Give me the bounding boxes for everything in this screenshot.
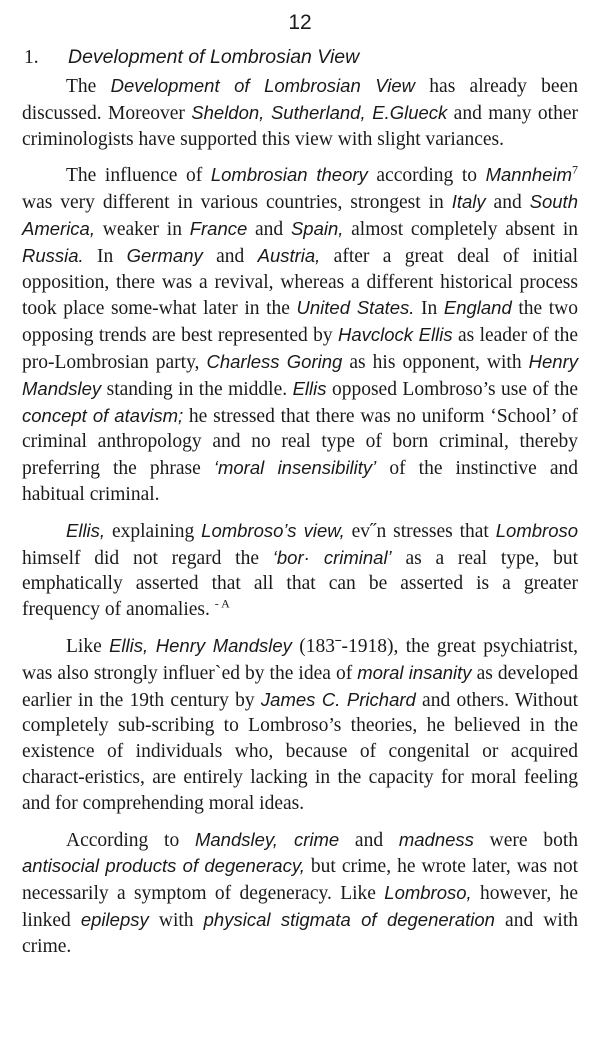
italic-phrase: moral insanity	[357, 661, 472, 683]
text-run: after a great deal of initial opposition, there was a revival, whereas a different historical process took place some-what later in the	[22, 245, 579, 320]
text-run: of the instinctive and habitual criminal.	[22, 458, 578, 505]
italic-phrase: Austria,	[257, 244, 321, 266]
footnote-marker: 7	[572, 162, 578, 177]
text-run: as developed earlier in the 19th century by	[22, 662, 578, 711]
text-run: almost completely absent in	[343, 218, 579, 240]
italic-phrase: Mandsley, crime	[194, 828, 340, 850]
text-run: The influence of	[66, 165, 211, 187]
italic-phrase: Germany	[126, 244, 203, 266]
text-run: were both	[473, 829, 578, 851]
text-run: In	[414, 298, 444, 320]
italic-phrase: United States.	[296, 297, 415, 319]
text-run: and	[339, 829, 399, 851]
italic-phrase: France	[189, 217, 248, 239]
text-run: ev˝n stresses that	[344, 520, 496, 542]
section-title: Development of Lombrosian View	[68, 46, 360, 68]
text-run: In	[83, 245, 127, 267]
text-run: as his opponent, with	[342, 351, 529, 373]
italic-phrase: England	[443, 297, 512, 319]
footnote-marker: - A	[214, 596, 230, 611]
text-run: standing in the middle.	[101, 378, 293, 400]
text-run: explaining	[105, 520, 202, 542]
body-text	[22, 73, 578, 970]
italic-phrase: madness	[398, 828, 474, 850]
text-run: and	[247, 218, 291, 240]
text-run: he stressed that there was no uniform ‘School’ of criminal anthropology and no real type of born criminal, thereby preferring the phrase	[22, 405, 578, 480]
text-run: was very different in various countries, strongest in	[22, 192, 452, 214]
text-run: Like	[66, 635, 110, 657]
text-run: according to	[367, 165, 486, 187]
section-number: 1.	[24, 47, 39, 68]
italic-phrase: Ellis, Henry Mandsley	[109, 634, 292, 656]
text-run: and many other criminologists have supported this view with slight variances.	[22, 102, 578, 150]
italic-phrase: Havclock Ellis	[337, 324, 453, 346]
italic-phrase: Ellis,	[66, 519, 106, 541]
italic-phrase: Henry Mandsley	[22, 350, 578, 399]
text-run: weaker in	[95, 218, 190, 240]
text-run: but crime, he wrote later, was not necessarily a symptom of degeneracy. Like	[22, 856, 578, 905]
italic-phrase: physical stigmata of degeneration	[203, 908, 495, 930]
text-run: and	[485, 192, 530, 214]
italic-phrase: concept of atavism;	[22, 404, 184, 426]
italic-phrase: Lombroso’s view,	[201, 519, 345, 541]
paragraph	[22, 827, 578, 960]
italic-phrase: Charless Goring	[206, 350, 343, 372]
italic-phrase: ‘moral insensibility’	[213, 457, 377, 479]
paragraph	[22, 162, 578, 507]
text-run: as a real type, but emphatically asserted that all that can be asserted is a greater frequency of anomalies.	[22, 547, 578, 621]
italic-phrase: James C. Prichard	[260, 688, 416, 710]
italic-phrase: Italy	[451, 191, 486, 213]
paragraph	[22, 73, 578, 152]
italic-phrase: epilepsy	[80, 908, 149, 930]
text-run: however, he linked	[22, 883, 579, 931]
italic-phrase: Ellis	[292, 377, 327, 399]
text-run: (183ˉ-1918), the great psychiatrist, was also strongly influerˋed by the idea of	[22, 635, 579, 684]
italic-phrase: antisocial products of degeneracy,	[22, 855, 305, 877]
text-run: himself did not regard the	[22, 547, 273, 569]
italic-phrase: Mannheim	[485, 164, 572, 186]
text-run: According to	[66, 829, 195, 851]
text-run: opposed Lombroso’s use of the	[326, 378, 578, 400]
italic-phrase: ‘bor· criminal’	[272, 546, 392, 568]
italic-phrase: Lombroso,	[384, 882, 472, 904]
italic-phrase: South America,	[22, 191, 578, 239]
italic-phrase: Russia.	[22, 244, 84, 266]
italic-phrase: Spain,	[290, 217, 344, 239]
text-run: the two opposing trends are best represented by	[22, 298, 579, 347]
paragraph	[22, 633, 578, 817]
text-run: with	[148, 909, 204, 931]
italic-phrase: Lombrosian theory	[210, 164, 368, 186]
text-run: as leader of the pro-Lombrosian party,	[22, 325, 578, 373]
text-run: The	[66, 76, 111, 97]
text-run: and others. Without completely sub-scribing to Lombroso’s theories, he believed in the existence of individuals who, because of congenital or acquired charact-eristics, are entirely lacking in the capacity for moral feeling and for comprehending moral ideas.	[22, 689, 579, 814]
text-run: has already been discussed. Moreover	[22, 76, 578, 124]
section-heading	[24, 44, 578, 71]
text-run: and with crime.	[22, 909, 578, 957]
page-number: 12	[288, 11, 312, 34]
text-run: and	[202, 245, 258, 267]
italic-phrase: Development of Lombrosian View	[110, 75, 416, 96]
italic-phrase: Lombroso	[495, 519, 579, 541]
paragraph	[22, 518, 578, 623]
italic-phrase: Sheldon, Sutherland, E.Glueck	[191, 101, 448, 123]
